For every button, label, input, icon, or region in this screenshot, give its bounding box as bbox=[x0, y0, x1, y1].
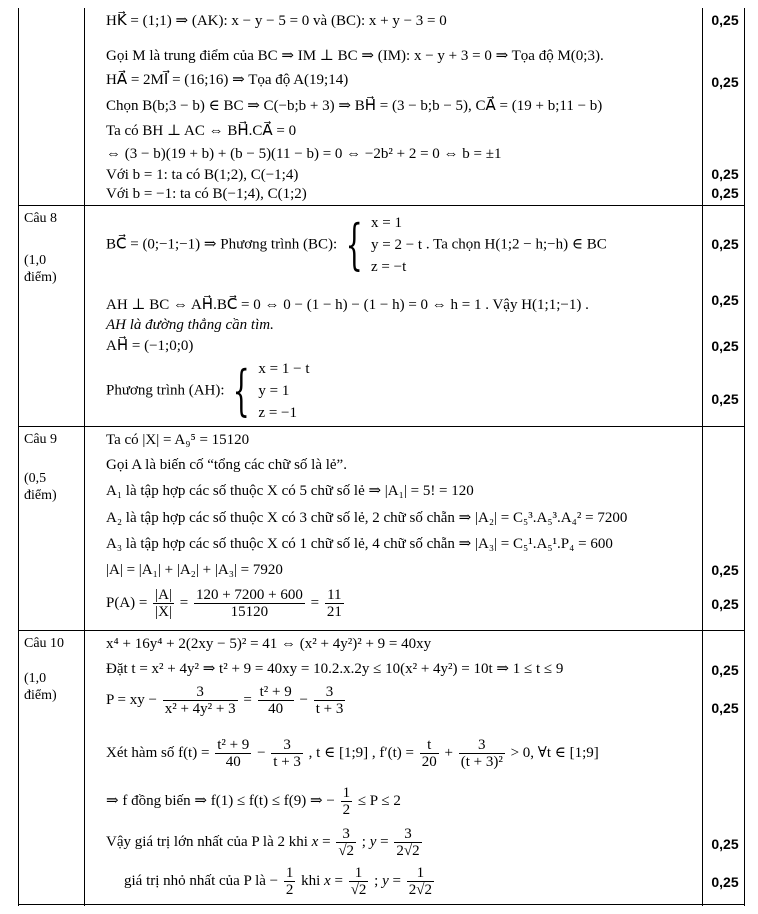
system-row: y = 1 bbox=[258, 383, 290, 399]
fraction-denominator: x² + 4y² + 3 bbox=[164, 701, 236, 718]
fraction-numerator: t bbox=[420, 737, 439, 754]
solution-line-ah bbox=[106, 358, 310, 424]
score: 0,25 bbox=[711, 185, 739, 201]
fraction-denominator: √2 bbox=[350, 882, 367, 899]
function-label: Xét hàm số f(t) = bbox=[106, 745, 210, 761]
system-row: z = −1 bbox=[258, 405, 297, 421]
table-border-left bbox=[18, 8, 19, 906]
min-text: giá trị nhỏ nhất của P là − bbox=[124, 873, 279, 889]
solution-line: Gọi A là biến cố “tổng các chữ số là lẻ”. bbox=[106, 457, 347, 473]
question-label: Câu 10 bbox=[24, 636, 65, 651]
question-label: Câu 8 bbox=[24, 211, 58, 226]
fraction-numerator: 1 bbox=[285, 865, 294, 882]
equation-system-bc bbox=[371, 212, 422, 278]
fraction-numerator: 3 bbox=[394, 826, 421, 843]
solution-line: ⇔ (3 − b)(19 + b) + (b − 5)(11 − b) = 0 ⇔ −2b² + 2 = 0 ⇔ b = ±1 bbox=[106, 146, 502, 162]
left-brace-icon: { bbox=[232, 359, 251, 422]
fraction-numerator: 11 bbox=[325, 587, 344, 604]
solution-line: Với b = 1: ta có B(1;2), C(−1;4) bbox=[106, 167, 299, 183]
fraction-denominator: 15120 bbox=[230, 604, 269, 621]
fraction bbox=[459, 737, 505, 770]
choose-h-text: . Ta chọn H(1;2 − h;−h) ∈ BC bbox=[425, 236, 607, 253]
fraction bbox=[420, 737, 439, 770]
solution-line: Ta có |X| = A₉⁵ = 15120 bbox=[106, 432, 250, 448]
fraction-denominator: 2√2 bbox=[408, 882, 432, 899]
solution-line: AH⃗ = (−1;0;0) bbox=[106, 338, 194, 354]
score: 0,25 bbox=[711, 662, 739, 678]
system-row: y = 2 − t bbox=[371, 237, 423, 253]
fraction bbox=[349, 865, 369, 898]
system-row: x = 1 bbox=[371, 215, 402, 231]
score: 0,25 bbox=[711, 292, 739, 308]
solution-line: A₁ là tập hợp các số thuộc X có 5 chữ số lẻ ⇒ |A₁| = 5! = 120 bbox=[106, 483, 474, 499]
solution-line: Gọi M là trung điểm của BC ⇒ IM ⊥ BC ⇒ (IM): x − y + 3 = 0 ⇒ Tọa độ M(0;3). bbox=[106, 48, 604, 64]
solution-line: HA⃗ = 2MI⃗ = (16;16) ⇒ Tọa độ A(19;14) bbox=[106, 72, 349, 88]
solution-line: A₂ là tập hợp các số thuộc X có 3 chữ số lẻ, 2 chữ số chẵn ⇒ |A₂| = C₅³.A₅³.A₄² = 7200 bbox=[106, 510, 628, 526]
fraction-numerator: 3 bbox=[459, 737, 505, 754]
solution-line: x⁴ + 16y⁴ + 2(2xy − 5)² = 41 ⇔ (x² + 4y²)² + 9 = 40xy bbox=[106, 636, 432, 652]
fraction bbox=[341, 785, 353, 818]
question-label: Câu 9 bbox=[24, 432, 58, 447]
solution-line: HK⃗ = (1;1) ⇒ (AK): x − y − 5 = 0 và (BC): x + y − 3 = 0 bbox=[106, 13, 447, 29]
row-divider bbox=[18, 630, 744, 631]
solution-line: AH là đường thẳng cần tìm. bbox=[106, 317, 274, 333]
fraction-denominator: 20 bbox=[421, 754, 437, 771]
question-points: (0,5 điểm) bbox=[24, 471, 57, 503]
fraction bbox=[258, 684, 294, 717]
derivative-label: , t ∈ [1;9] , f′(t) = bbox=[308, 745, 414, 761]
solution-line: A₃ là tập hợp các số thuộc X có 1 chữ số lẻ, 4 chữ số chẵn ⇒ |A₃| = C₅¹.A₅¹.P₄ = 600 bbox=[106, 536, 613, 552]
bc-equation-text: BC⃗ = (0;−1;−1) ⇒ Phương trình (BC): bbox=[106, 236, 338, 253]
max-line: Vậy giá trị lớn nhất của P là 2 khi x = $\frac{3}{√2}$ ; y = $\frac{3}{2√2}$ bbox=[106, 826, 420, 860]
fraction-denominator: (t + 3)² bbox=[460, 754, 503, 771]
fraction-numerator: 3 bbox=[314, 684, 346, 701]
solution-line: Đặt t = x² + 4y² ⇒ t² + 9 = 40xy = 10.2.x.2y ≤ 10(x² + 4y²) = 10t ⇒ 1 ≤ t ≤ 9 bbox=[106, 661, 564, 677]
solution-line: |A| = |A₁| + |A₂| + |A₃| = 7920 bbox=[106, 562, 283, 578]
system-row: x = 1 − t bbox=[258, 361, 310, 377]
row-divider bbox=[18, 426, 744, 427]
solution-line: Với b = −1: ta có B(−1;4), C(1;2) bbox=[106, 186, 307, 202]
score: 0,25 bbox=[711, 166, 739, 182]
table-column-divider bbox=[702, 8, 703, 906]
derivative-condition: > 0, ∀t ∈ [1;9] bbox=[510, 745, 599, 761]
max-text: Vậy giá trị lớn nhất của P là 2 khi bbox=[106, 834, 308, 850]
fraction-numerator: 3 bbox=[336, 826, 356, 843]
fraction bbox=[284, 865, 296, 898]
row-divider bbox=[18, 205, 744, 206]
score: 0,25 bbox=[711, 562, 739, 578]
fraction-denominator: 2√2 bbox=[396, 843, 420, 860]
score: 0,25 bbox=[711, 236, 739, 252]
answer-table bbox=[18, 8, 744, 906]
fraction bbox=[215, 737, 251, 770]
probability-line bbox=[106, 586, 346, 620]
fraction bbox=[194, 587, 305, 620]
fraction bbox=[325, 587, 344, 620]
left-brace-icon: { bbox=[345, 213, 363, 276]
score: 0,25 bbox=[711, 12, 739, 28]
fraction-denominator: 2 bbox=[342, 802, 351, 819]
fraction bbox=[271, 737, 303, 770]
score: 0,25 bbox=[711, 338, 739, 354]
fraction bbox=[314, 684, 346, 717]
table-border-bottom bbox=[18, 904, 744, 905]
score: 0,25 bbox=[711, 700, 739, 716]
question-points: (1,0 điểm) bbox=[24, 253, 57, 285]
fraction-denominator: 2 bbox=[285, 882, 294, 899]
p-expression-line: P = xy − $\frac{3}{\text{x² + 4y² + 3}}$ = $\frac{\text{t² + 9}}{40}$ − $\frac{3}{t + 3}$ bbox=[106, 684, 344, 718]
fraction-numerator: 120 + 7200 + 600 bbox=[195, 587, 303, 604]
score: 0,25 bbox=[711, 391, 739, 407]
equals-sign: = bbox=[310, 595, 320, 611]
probability-label: P(A) = bbox=[106, 595, 148, 611]
table-border-right bbox=[744, 8, 745, 906]
fraction-denominator: |X| bbox=[155, 604, 172, 621]
fraction-denominator: 40 bbox=[225, 754, 241, 771]
fraction bbox=[407, 865, 434, 898]
p-label: P = xy − bbox=[106, 692, 157, 708]
min-when: khi bbox=[301, 873, 321, 889]
function-line: Xét hàm số f(t) = $\frac{\text{t² + 9}}{40}$ − $\frac{3}{t + 3}$ , t ∈ [1;9] , f′(t) = $\frac{t}{20}$ + $\frac{3}{\text{(t + 3)²}}$ > 0, ∀t ∈ [1;9] bbox=[106, 737, 599, 771]
min-line: giá trị nhỏ nhất của P là − $\frac{1}{2}$ khi x = $\frac{1}{√2}$ ; y = $\frac{1}{2√2}$ bbox=[124, 865, 432, 899]
fraction-numerator: t² + 9 bbox=[259, 684, 292, 701]
solution-line: AH ⊥ BC ⇔ AH⃗.BC⃗ = 0 ⇔ 0 − (1 − h) − (1 − h) = 0 ⇔ h = 1 . Vậy H(1;1;−1) . bbox=[106, 297, 589, 313]
fraction-denominator: t + 3 bbox=[273, 754, 301, 771]
equals-sign: = bbox=[179, 595, 189, 611]
ah-equation-text: Phương trình (AH): bbox=[106, 382, 225, 399]
score: 0,25 bbox=[711, 74, 739, 90]
equation-system-ah bbox=[258, 358, 309, 424]
fraction bbox=[394, 826, 421, 859]
fraction-numerator: 1 bbox=[342, 785, 351, 802]
fraction-denominator: √2 bbox=[338, 843, 355, 860]
score: 0,25 bbox=[711, 836, 739, 852]
fraction-denominator: t + 3 bbox=[315, 701, 344, 718]
score: 0,25 bbox=[711, 596, 739, 612]
fraction bbox=[153, 587, 174, 620]
fraction-numerator: 1 bbox=[407, 865, 434, 882]
fraction-denominator: 40 bbox=[268, 701, 284, 718]
solution-line: Ta có BH ⊥ AC ⇔ BH⃗.CA⃗ = 0 bbox=[106, 123, 297, 139]
monotonic-bound: ≤ P ≤ 2 bbox=[357, 793, 401, 809]
score: 0,25 bbox=[711, 874, 739, 890]
solution-line: Chọn B(b;3 − b) ∈ BC ⇒ C(−b;b + 3) ⇒ BH⃗ = (3 − b;b − 5), CA⃗ = (19 + b;11 − b) bbox=[106, 98, 603, 114]
fraction-numerator: 1 bbox=[349, 865, 369, 882]
solution-line-bc bbox=[106, 212, 607, 278]
monotonic-line bbox=[106, 784, 401, 818]
question-points: (1,0 điểm) bbox=[24, 671, 57, 703]
monotonic-text: ⇒ f đồng biến ⇒ f(1) ≤ f(t) ≤ f(9) ⇒ − bbox=[106, 793, 335, 809]
fraction bbox=[336, 826, 356, 859]
fraction bbox=[163, 684, 238, 717]
fraction-numerator: |A| bbox=[155, 587, 172, 604]
fraction-numerator: t² + 9 bbox=[217, 737, 250, 754]
fraction-numerator: 3 bbox=[271, 737, 303, 754]
fraction-numerator: 3 bbox=[163, 684, 238, 701]
fraction-denominator: 21 bbox=[326, 604, 342, 621]
table-column-divider bbox=[84, 8, 85, 906]
system-row: z = −t bbox=[371, 259, 407, 275]
